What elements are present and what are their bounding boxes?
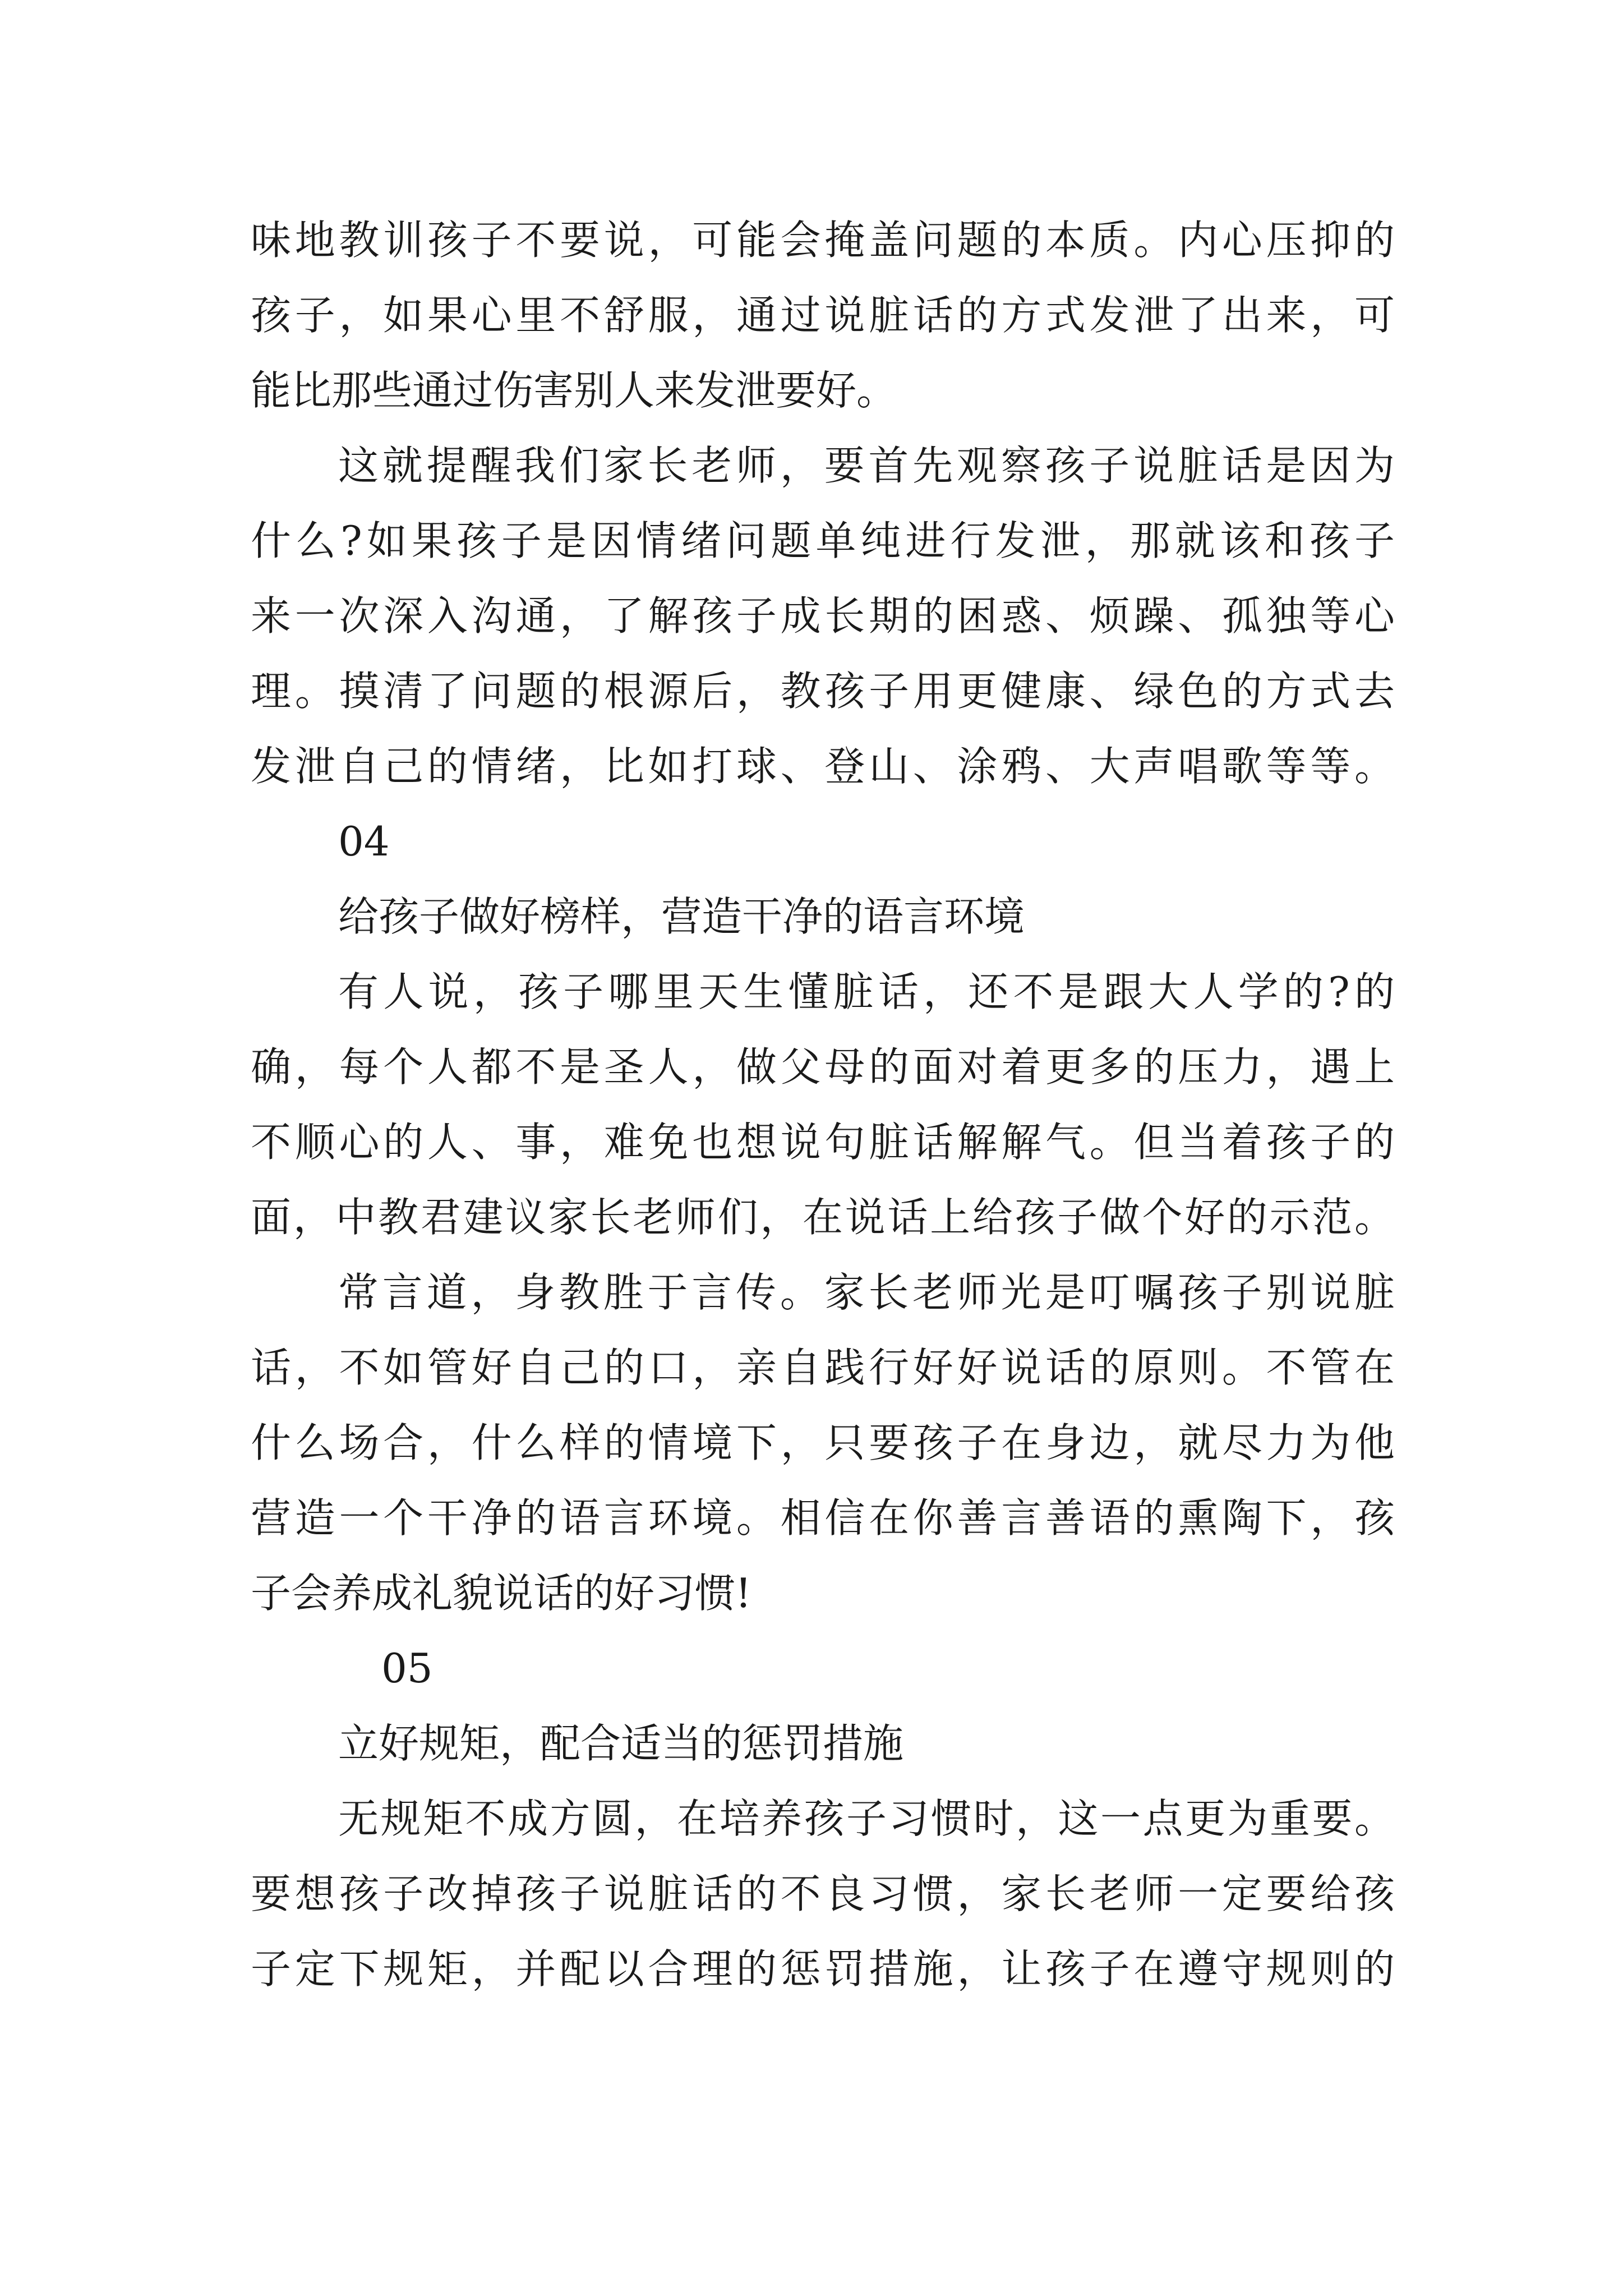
paragraph-first-line: 常言道，身教胜于言传。家长老师光是叮嘱孩子别说脏 [338, 1269, 1395, 1316]
paragraph-first-line: 有人说，孩子哪里天生懂脏话，还不是跟大人学的?的 [338, 968, 1395, 1015]
text-line: 味地教训孩子不要说，可能会掩盖问题的本质。内心压抑的 [251, 217, 1395, 264]
text-line: 营造一个干净的语言环境。相信在你善言善语的熏陶下，孩 [251, 1494, 1395, 1542]
section-number: 05 [381, 1645, 433, 1692]
section-heading: 给孩子做好榜样，营造干净的语言环境 [338, 893, 1025, 940]
text-line: 能比那些通过伤害别人来发泄要好。 [251, 367, 897, 414]
text-line: 话，不如管好自己的口，亲自践行好好说话的原则。不管在 [251, 1344, 1395, 1391]
text-line: 不顺心的人、事，难免也想说句脏话解解气。但当着孩子的 [251, 1119, 1395, 1166]
text-line: 孩子，如果心里不舒服，通过说脏话的方式发泄了出来，可 [251, 292, 1395, 339]
text-line: 发泄自己的情绪，比如打球、登山、涂鸦、大声唱歌等等。 [251, 743, 1395, 790]
text-line: 确，每个人都不是圣人，做父母的面对着更多的压力，遇上 [251, 1043, 1395, 1091]
section-heading: 立好规矩，配合适当的惩罚措施 [338, 1720, 904, 1767]
text-line: 什么?如果孩子是因情绪问题单纯进行发泄，那就该和孩子 [251, 517, 1395, 564]
text-line: 什么场合，什么样的情境下，只要孩子在身边，就尽力为他 [251, 1419, 1395, 1466]
text-line: 理。摸清了问题的根源后，教孩子用更健康、绿色的方式去 [251, 668, 1395, 715]
paragraph-first-line: 这就提醒我们家长老师，要首先观察孩子说脏话是因为 [338, 442, 1395, 489]
text-line: 来一次深入沟通，了解孩子成长期的困惑、烦躁、孤独等心 [251, 592, 1395, 639]
paragraph-first-line: 无规矩不成方圆，在培养孩子习惯时，这一点更为重要。 [338, 1795, 1395, 1842]
text-line: 面，中教君建议家长老师们，在说话上给孩子做个好的示范。 [251, 1194, 1395, 1241]
section-number: 04 [338, 818, 390, 865]
text-line: 子会养成礼貌说话的好习惯! [251, 1570, 751, 1617]
text-line: 要想孩子改掉孩子说脏话的不良习惯，家长老师一定要给孩 [251, 1870, 1395, 1917]
text-line: 子定下规矩，并配以合理的惩罚措施，让孩子在遵守规则的 [251, 1945, 1395, 1993]
